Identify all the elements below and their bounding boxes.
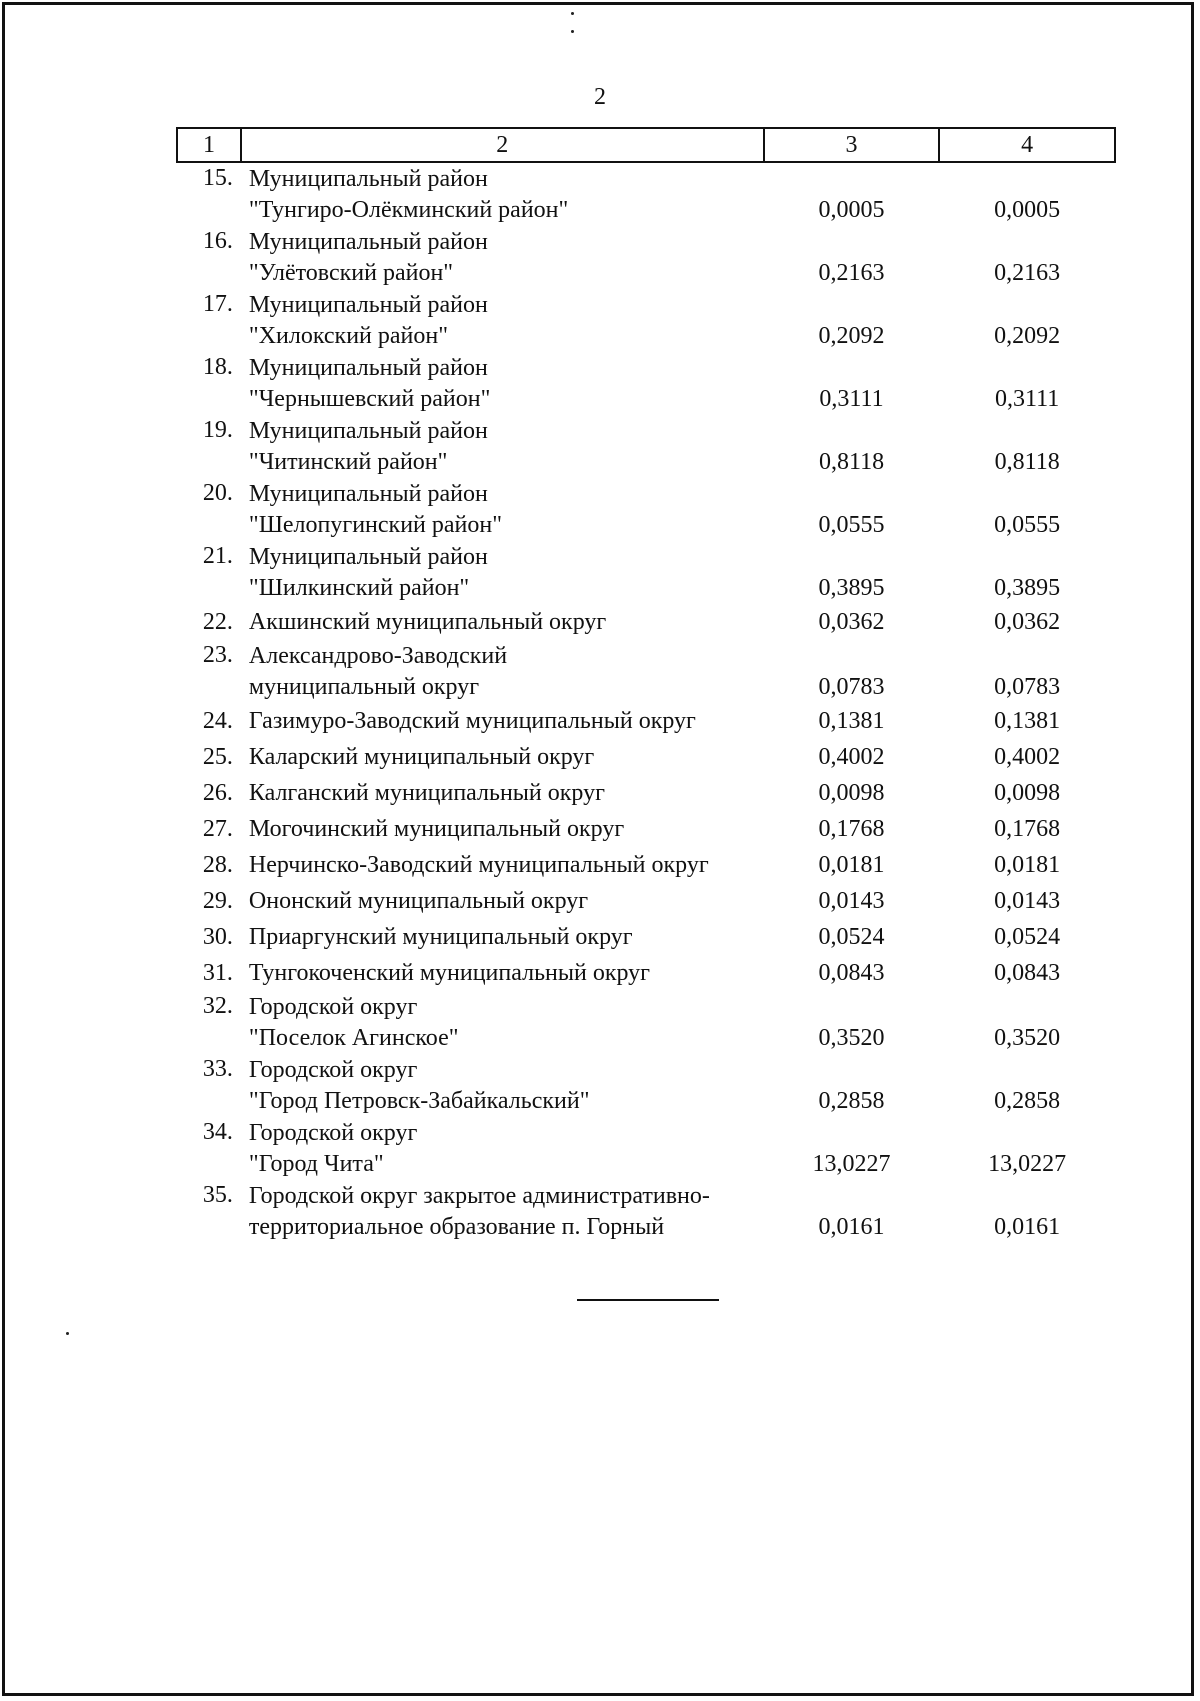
- table-row: [177, 289, 1115, 352]
- row-value-col3: 0,2858: [818, 1088, 885, 1114]
- table-row: [177, 703, 1115, 739]
- row-number: 21.: [202, 543, 233, 569]
- row-value-col4: 0,0161: [994, 1214, 1061, 1240]
- end-rule: [577, 1299, 719, 1301]
- column-header-3: 3: [764, 128, 940, 162]
- table-row: [177, 1054, 1115, 1117]
- row-name: Городской округ "Город Петровск-Забайкальский": [248, 1057, 590, 1114]
- row-value-col3: 0,0783: [818, 674, 885, 700]
- row-name: Александрово-Заводский муниципальный округ: [248, 643, 508, 700]
- row-number: 24.: [202, 708, 233, 734]
- row-value-col4: 0,8118: [994, 449, 1060, 475]
- row-value-col4: 0,3111: [995, 386, 1060, 412]
- row-name: Муниципальный район "Тунгиро-Олёкминский район": [248, 166, 569, 223]
- table-row: [177, 478, 1115, 541]
- row-value-col4: 0,0005: [994, 197, 1061, 223]
- row-value-col3: 0,0005: [818, 197, 885, 223]
- row-name: Муниципальный район "Шилкинский район": [248, 544, 488, 601]
- row-name: Приаргунский муниципальный округ: [248, 924, 633, 950]
- row-number: 18.: [202, 354, 233, 380]
- table-row: [177, 1117, 1115, 1180]
- row-name: Муниципальный район "Чернышевский район": [248, 355, 491, 412]
- row-number: 15.: [202, 165, 233, 191]
- row-number: 22.: [202, 609, 233, 635]
- scan-speck: [571, 12, 574, 15]
- table-row: [177, 739, 1115, 775]
- table-row: [177, 415, 1115, 478]
- row-name: Городской округ "Поселок Агинское": [248, 994, 459, 1051]
- row-value-col4: 13,0227: [988, 1151, 1067, 1177]
- row-number: 32.: [202, 993, 233, 1019]
- row-number: 33.: [202, 1056, 233, 1082]
- row-value-col3: 0,0161: [818, 1214, 885, 1240]
- table-row: [177, 991, 1115, 1054]
- row-number: 35.: [202, 1182, 233, 1208]
- row-value-col3: 0,4002: [818, 744, 885, 770]
- row-number: 25.: [202, 744, 233, 770]
- table-row: [177, 883, 1115, 919]
- row-value-col3: 0,0362: [818, 609, 885, 635]
- row-value-col4: 0,0098: [994, 780, 1061, 806]
- table-row: [177, 919, 1115, 955]
- column-header-4: 4: [939, 128, 1115, 162]
- table-row: [177, 811, 1115, 847]
- row-value-col3: 0,3111: [819, 386, 884, 412]
- row-number: 20.: [202, 480, 233, 506]
- row-value-col4: 0,4002: [994, 744, 1061, 770]
- row-name: Тунгокоченский муниципальный округ: [248, 960, 651, 986]
- row-value-col3: 0,3520: [818, 1025, 885, 1051]
- row-number: 17.: [202, 291, 233, 317]
- table-header-row: [177, 128, 1115, 162]
- row-number: 29.: [202, 888, 233, 914]
- row-name: Акшинский муниципальный округ: [248, 609, 607, 635]
- row-name: Калганский муниципальный округ: [248, 780, 605, 806]
- scan-speck: [571, 30, 574, 33]
- table-row: [177, 162, 1115, 226]
- row-name: Муниципальный район "Шелопугинский район": [248, 481, 503, 538]
- row-value-col4: 0,0143: [994, 888, 1061, 914]
- row-value-col3: 0,1768: [818, 816, 885, 842]
- row-value-col4: 0,3520: [994, 1025, 1061, 1051]
- row-value-col4: 0,2858: [994, 1088, 1061, 1114]
- table-row: [177, 847, 1115, 883]
- row-value-col3: 0,0555: [818, 512, 885, 538]
- row-name: Муниципальный район "Читинский район": [248, 418, 488, 475]
- table-body: [177, 162, 1115, 1243]
- row-name: Муниципальный район "Хилокский район": [248, 292, 488, 349]
- row-name: Могочинский муниципальный округ: [248, 816, 625, 842]
- page-number: 2: [594, 84, 606, 110]
- table-row: [177, 604, 1115, 640]
- row-name: Городской округ закрытое административно- территориальное образование п. Горный: [248, 1183, 710, 1240]
- row-value-col3: 0,2092: [818, 323, 885, 349]
- scan-speck: [66, 1332, 69, 1335]
- row-value-col3: 0,3895: [818, 575, 885, 601]
- row-name: Каларский муниципальный округ: [248, 744, 595, 770]
- table-row: [177, 352, 1115, 415]
- row-name: Ононский муниципальный округ: [248, 888, 589, 914]
- row-number: 16.: [202, 228, 233, 254]
- row-value-col4: 0,3895: [994, 575, 1061, 601]
- row-value-col3: 0,0524: [818, 924, 885, 950]
- row-value-col3: 0,8118: [818, 449, 885, 475]
- row-value-col3: 0,0143: [818, 888, 885, 914]
- allocation-table: [176, 127, 1116, 1243]
- row-value-col3: 13,0227: [812, 1151, 891, 1177]
- table-row: [177, 1180, 1115, 1243]
- row-value-col4: 0,1768: [994, 816, 1061, 842]
- row-number: 31.: [202, 960, 233, 986]
- row-number: 19.: [202, 417, 233, 443]
- row-value-col3: 0,0098: [818, 780, 885, 806]
- table-row: [177, 226, 1115, 289]
- row-value-col4: 0,0181: [994, 852, 1061, 878]
- row-number: 27.: [202, 816, 233, 842]
- row-number: 30.: [202, 924, 233, 950]
- table-row: [177, 955, 1115, 991]
- row-value-col4: 0,0362: [994, 609, 1061, 635]
- row-value-col3: 0,1381: [818, 708, 885, 734]
- row-value-col4: 0,2163: [994, 260, 1061, 286]
- row-value-col3: 0,2163: [818, 260, 885, 286]
- table-row: [177, 640, 1115, 703]
- row-value-col4: 0,0843: [994, 960, 1061, 986]
- row-name: Газимуро-Заводский муниципальный округ: [248, 708, 696, 734]
- row-value-col4: 0,2092: [994, 323, 1061, 349]
- row-value-col3: 0,0181: [818, 852, 885, 878]
- row-value-col4: 0,0524: [994, 924, 1061, 950]
- table-row: [177, 775, 1115, 811]
- row-number: 34.: [202, 1119, 233, 1145]
- row-number: 26.: [202, 780, 233, 806]
- row-name: Муниципальный район "Улётовский район": [248, 229, 488, 286]
- row-name: Городской округ "Город Чита": [248, 1120, 418, 1177]
- column-header-1: 1: [177, 128, 241, 162]
- row-value-col3: 0,0843: [818, 960, 885, 986]
- row-number: 28.: [202, 852, 233, 878]
- table-row: [177, 541, 1115, 604]
- row-value-col4: 0,1381: [994, 708, 1061, 734]
- row-value-col4: 0,0555: [994, 512, 1061, 538]
- row-value-col4: 0,0783: [994, 674, 1061, 700]
- row-number: 23.: [202, 642, 233, 668]
- column-header-2: 2: [241, 128, 764, 162]
- row-name: Нерчинско-Заводский муниципальный округ: [248, 852, 709, 878]
